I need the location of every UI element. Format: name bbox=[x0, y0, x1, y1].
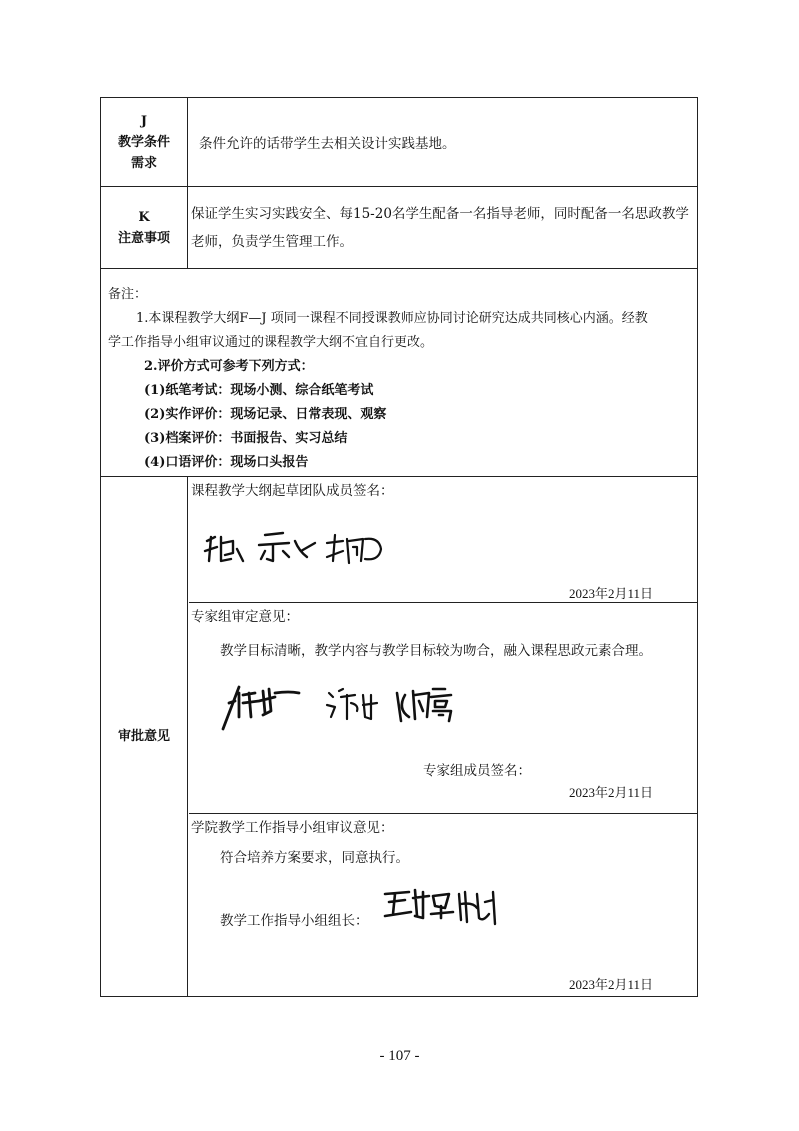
teaching-conditions-text: 条件允许的话带学生去相关设计实践基地。 bbox=[199, 136, 456, 152]
notes-title: 备注： bbox=[108, 287, 148, 302]
drafting-team-date: 2023年2月11日 bbox=[568, 586, 653, 601]
evaluation-method-1: (1)纸笔考试：现场小测、综合纸笔考试 bbox=[144, 383, 374, 398]
approval-label-text: 审批意见 bbox=[117, 729, 170, 744]
notes-item2: 2.评价方式可参考下列方式： bbox=[144, 359, 314, 374]
approval-label bbox=[101, 477, 188, 996]
college-group-opinion: 符合培养方案要求，同意执行。 bbox=[220, 850, 409, 866]
expert-group-signature bbox=[219, 681, 489, 736]
expert-group-cell bbox=[189, 603, 697, 814]
college-signature-label: 教学工作指导小组组长： bbox=[220, 913, 369, 929]
teaching-conditions-label-line1: 教学条件 bbox=[117, 134, 170, 150]
teaching-conditions-content-cell bbox=[189, 98, 697, 186]
syllabus-table bbox=[100, 97, 698, 997]
drafting-team-heading: 课程教学大纲起草团队成员签名： bbox=[191, 483, 394, 499]
evaluation-method-4: (4)口语评价：现场口头报告 bbox=[144, 455, 309, 470]
evaluation-method-3: (3)档案评价：书面报告、实习总结 bbox=[144, 431, 348, 446]
expert-group-heading: 专家组审定意见： bbox=[191, 609, 299, 625]
evaluation-method-2: (2)实作评价：现场记录、日常表现、观察 bbox=[144, 407, 387, 422]
college-group-date: 2023年2月11日 bbox=[568, 977, 653, 992]
notes-item1-line1: 1.本课程教学大纲F—J 项同一课程不同授课教师应协同讨论研究达成共同核心内涵。经教 bbox=[136, 311, 648, 326]
section-code-k: K bbox=[138, 209, 150, 225]
college-group-cell bbox=[189, 814, 697, 996]
notes-item1-line2: 学工作指导小组审议通过的课程教学大纲不宜自行更改。 bbox=[108, 335, 434, 350]
expert-signature-label: 专家组成员签名： bbox=[423, 763, 531, 779]
page-number: - 107 - bbox=[379, 1048, 420, 1064]
section-code-j: J bbox=[140, 113, 148, 129]
drafting-team-cell bbox=[189, 477, 697, 603]
college-group-signature bbox=[381, 884, 511, 934]
expert-group-opinion: 教学目标清晰，教学内容与教学目标较为吻合，融入课程思政元素合理。 bbox=[220, 643, 652, 659]
row-teaching-conditions bbox=[101, 98, 697, 187]
teaching-conditions-label bbox=[101, 98, 188, 186]
notes-block bbox=[108, 283, 689, 475]
row-precautions bbox=[101, 187, 697, 269]
precautions-text-line1: 保证学生实习实践安全、每15-20名学生配备一名指导老师，同时配备一名思政教学 bbox=[191, 206, 689, 222]
expert-group-date: 2023年2月11日 bbox=[568, 785, 653, 800]
drafting-team-signature bbox=[203, 527, 403, 577]
teaching-conditions-label-line2: 需求 bbox=[130, 155, 157, 171]
precautions-content-cell bbox=[189, 187, 697, 268]
row-approval bbox=[101, 477, 697, 996]
college-group-heading: 学院教学工作指导小组审议意见： bbox=[191, 820, 394, 836]
row-notes bbox=[101, 269, 697, 477]
precautions-label-text: 注意事项 bbox=[117, 230, 170, 246]
precautions-label bbox=[101, 187, 188, 268]
precautions-text-line2: 老师，负责学生管理工作。 bbox=[191, 234, 353, 250]
